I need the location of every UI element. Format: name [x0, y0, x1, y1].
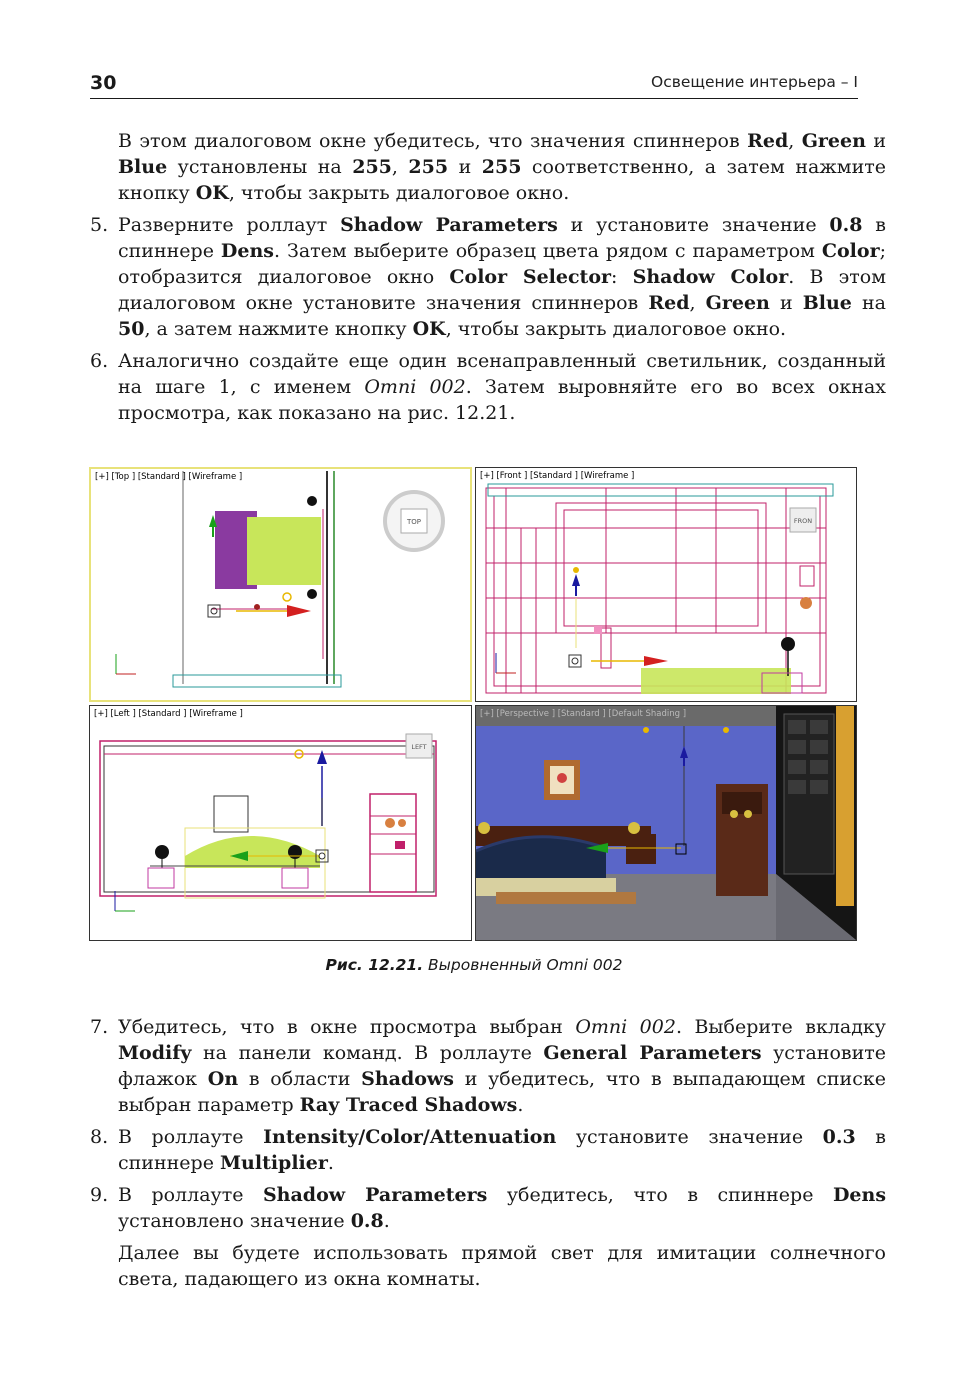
figure-viewports	[89, 467, 857, 941]
viewport-left[interactable]	[89, 705, 472, 941]
step-number: 6.	[90, 350, 109, 372]
viewport-label[interactable]: [+] [Front ] [Standard ] [Wireframe ]	[480, 471, 635, 481]
step-number: 8.	[90, 1126, 109, 1148]
top-view-scene	[91, 469, 470, 700]
step-8: 8. В роллауте Intensity/Color/Attenuation установите значение 0.3 в спиннере Multiplier.	[90, 1126, 886, 1174]
perspective-view-scene	[476, 706, 856, 940]
closing-paragraph: Далее вы будете использовать прямой свет для имитации солнечного света, падающего из окна комнаты.	[118, 1242, 886, 1290]
page-header	[90, 64, 858, 99]
viewport-perspective[interactable]	[475, 705, 857, 941]
svg-text:TOP: TOP	[406, 518, 422, 526]
step-9: 9. В роллауте Shadow Parameters убедитесь, что в спиннере Dens установлено значение 0.8.	[90, 1184, 887, 1232]
chapter-title: Освещение интерьера – I	[651, 73, 858, 91]
step-number: 9.	[90, 1184, 109, 1206]
step-5: 5. Разверните роллаут Shadow Parameters и установите значение 0.8 в спиннере Dens. Затем выберите образец цвета рядом с параметром Color; отобразится диалоговое окно Color Selector: Shadow Color. В этом диалоговом окне установите значения спиннеров Red, Green и Blue на 50, а затем нажмите кнопку OK, чтобы закрыть диалоговое окно.	[90, 214, 887, 340]
viewport-label[interactable]: [+] [Left ] [Standard ] [Wireframe ]	[94, 709, 243, 719]
step-7: 7. Убедитесь, что в окне просмотра выбран Omni 002. Выберите вкладку Modify на панели команд. В роллауте General Parameters установите флажок On в области Shadows и убедитесь, что в выпадающем списке выбран параметр Ray Traced Shadows.	[90, 1016, 887, 1116]
step-number: 7.	[90, 1016, 109, 1038]
viewport-label[interactable]: [+] [Perspective ] [Standard ] [Default Shading ]	[480, 709, 687, 719]
viewport-label[interactable]: [+] [Top ] [Standard ] [Wireframe ]	[95, 472, 243, 482]
viewport-front[interactable]	[475, 467, 857, 702]
page-number: 30	[90, 72, 117, 94]
svg-text:LEFT: LEFT	[411, 743, 427, 751]
front-view-scene	[476, 468, 856, 701]
intro-paragraph: В этом диалоговом окне убедитесь, что значения спиннеров Red, Green и Blue установлены на 255, 255 и 255 соответственно, а затем нажмите кнопку OK, чтобы закрыть диалоговое окно.	[118, 130, 886, 204]
step-number: 5.	[90, 214, 109, 236]
figure-caption: Рис. 12.21. Выровненный Omni 002	[325, 956, 623, 974]
left-view-scene	[90, 706, 471, 940]
svg-text:FRON: FRON	[793, 517, 813, 525]
step-6: 6. Аналогично создайте еще один всенаправленный светильник, созданный на шаге 1, с именем Omni 002. Затем выровняйте его во всех окнах просмотра, как показано на рис. 12.21.	[90, 350, 886, 424]
viewport-top[interactable]	[89, 467, 472, 702]
